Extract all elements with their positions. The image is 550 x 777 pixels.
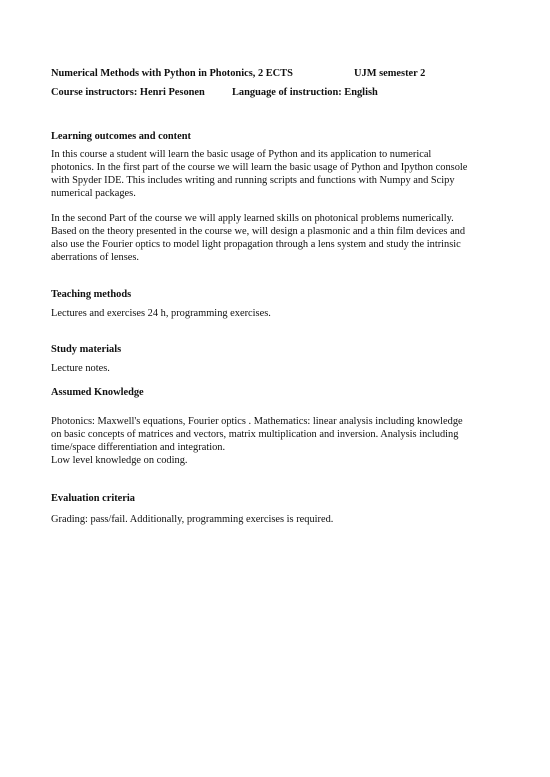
materials-line: Lecture notes.: [51, 363, 110, 374]
course-instructors: Course instructors: Henri Pesonen: [51, 87, 205, 98]
section-title-knowledge: Assumed Knowledge: [51, 387, 144, 398]
section-title-teaching: Teaching methods: [51, 289, 132, 300]
section-title-evaluation: Evaluation criteria: [51, 493, 135, 504]
learning-p1-line: numerical packages.: [51, 188, 136, 199]
knowledge-line: on basic concepts of matrices and vectors, matrix multiplication and inversion. Analysis including: [51, 429, 459, 440]
section-title-materials: Study materials: [51, 344, 122, 355]
learning-p2-line: aberrations of lenses.: [51, 252, 140, 263]
knowledge-line: Low level knowledge on coding.: [51, 455, 188, 466]
materials-text: [51, 362, 501, 375]
evaluation-line: Grading: pass/fail. Additionally, programming exercises is required.: [51, 514, 334, 525]
instruction-language: Language of instruction: English: [232, 87, 378, 98]
learning-paragraph-2: [51, 212, 501, 264]
course-title: Numerical Methods with Python in Photonics, 2 ECTS: [51, 68, 293, 79]
section-title-learning: Learning outcomes and content: [51, 131, 191, 142]
knowledge-line: time/space differentiation and integration.: [51, 442, 226, 453]
learning-p1-line: In this course a student will learn the basic usage of Python and its application to numerical: [51, 149, 432, 160]
knowledge-text: [51, 415, 501, 467]
knowledge-line: Photonics: Maxwell's equations, Fourier optics . Mathematics: linear analysis including knowledge: [51, 416, 463, 427]
learning-paragraph-1: [51, 148, 501, 200]
learning-p2-line: also use the Fourier optics to model light propagation through a lens system and study the intrinsic: [51, 239, 461, 250]
semester-label: UJM semester 2: [354, 68, 426, 79]
learning-p1-line: with Spyder IDE. This includes writing and running scripts and functions with Numpy and Scipy: [51, 175, 455, 186]
teaching-line: Lectures and exercises 24 h, programming exercises.: [51, 308, 271, 319]
learning-p1-line: photonics. In the first part of the course we will learn the basic usage of Python and Ipython console: [51, 162, 468, 173]
evaluation-text: [51, 513, 501, 526]
learning-p2-line: Based on the theory presented in the course we, will design a plasmonic and a thin film devices and: [51, 226, 466, 237]
teaching-text: [51, 307, 501, 320]
learning-p2-line: In the second Part of the course we will apply learned skills on photonical problems numerically.: [51, 213, 454, 224]
